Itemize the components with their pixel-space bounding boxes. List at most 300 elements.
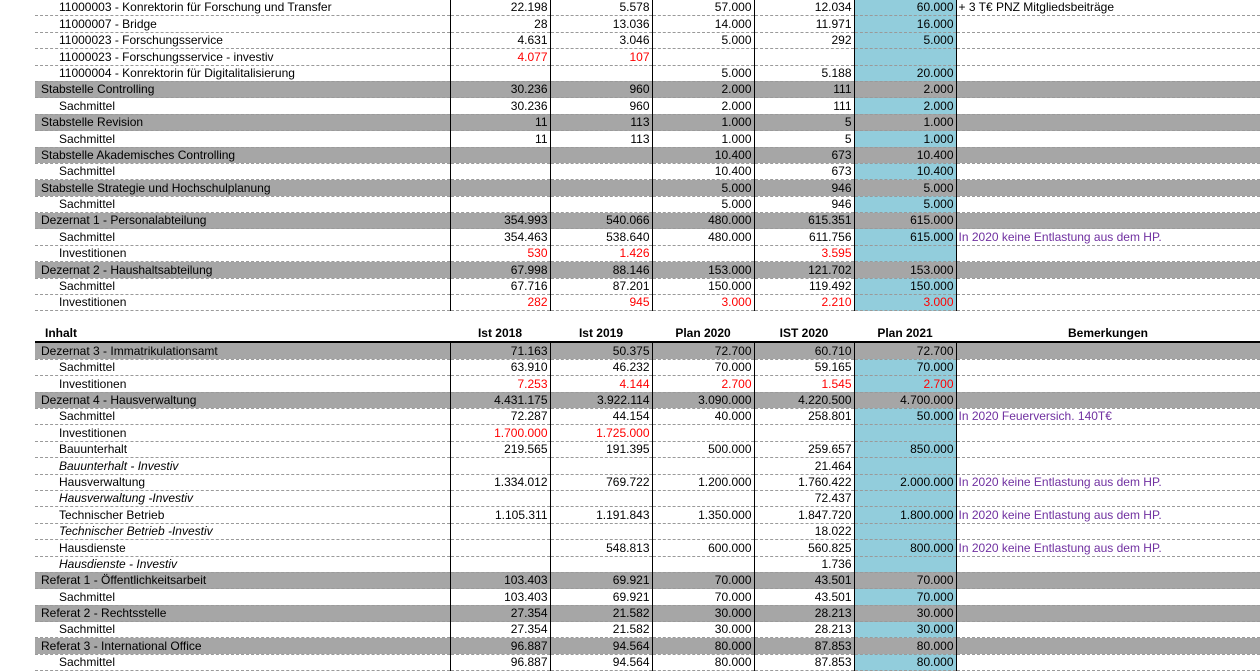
cell-plan-2021: 50.000 [854,408,956,424]
row-label: Technischer Betrieb [35,507,450,523]
cell-ist-2018: 282 [450,295,550,311]
row-label: 11000003 - Konrektorin für Forschung und Transfer [35,0,450,16]
group-row [35,147,1260,163]
header-ist-2019: Ist 2019 [550,311,652,343]
cell-bemerkungen: In 2020 keine Entlastung aus dem HP. [956,229,1260,245]
table-row [35,556,1260,572]
cell-ist-2019: 191.395 [550,441,652,457]
cell-ist-2019: 113 [550,114,652,130]
header-row [35,311,1260,343]
cell-plan-2021: 30.000 [854,622,956,638]
cell-plan-2021: 5.000 [854,180,956,196]
group-row [35,262,1260,278]
group-row [35,392,1260,408]
cell-plan-2021: 150.000 [854,278,956,294]
table-row [35,295,1260,311]
cell-bemerkungen [956,131,1260,147]
cell-plan-2021: 10.400 [854,163,956,179]
cell-plan-2020: 70.000 [652,572,754,588]
cell-bemerkungen [956,245,1260,261]
cell-ist-2018: 30.236 [450,81,550,97]
cell-ist-2020: 11.971 [754,16,854,32]
cell-plan-2021: 5.000 [854,196,956,212]
cell-plan-2021: 850.000 [854,441,956,457]
cell-plan-2021: 1.800.000 [854,507,956,523]
cell-bemerkungen [956,359,1260,375]
table-row [35,654,1260,670]
cell-bemerkungen [956,180,1260,196]
cell-ist-2020: 59.165 [754,359,854,375]
table-row [35,408,1260,424]
cell-ist-2019: 3.922.114 [550,392,652,408]
cell-plan-2020: 57.000 [652,0,754,16]
cell-plan-2020: 1.000 [652,114,754,130]
cell-ist-2018: 11 [450,131,550,147]
cell-plan-2020: 500.000 [652,441,754,457]
cell-ist-2020: 87.853 [754,654,854,670]
group-row [35,638,1260,654]
row-label: 11000023 - Forschungsservice [35,32,450,48]
cell-plan-2020: 150.000 [652,278,754,294]
cell-ist-2019 [550,196,652,212]
cell-ist-2018: 1.105.311 [450,507,550,523]
table-body-bottom [35,342,1260,670]
cell-plan-2021: 5.000 [854,32,956,48]
cell-ist-2018 [450,458,550,474]
cell-ist-2018: 72.287 [450,408,550,424]
cell-ist-2020: 121.702 [754,262,854,278]
cell-ist-2020: 28.213 [754,605,854,621]
cell-ist-2018: 4.631 [450,32,550,48]
cell-ist-2019: 945 [550,295,652,311]
header-ist-2018: Ist 2018 [450,311,550,343]
table-row [35,32,1260,48]
cell-ist-2020: 4.220.500 [754,392,854,408]
cell-ist-2019 [550,163,652,179]
row-label: Referat 1 - Öffentlichkeitsarbeit [35,572,450,588]
cell-bemerkungen [956,32,1260,48]
cell-plan-2020 [652,556,754,572]
table-row [35,490,1260,506]
cell-ist-2018: 4.431.175 [450,392,550,408]
cell-ist-2019: 88.146 [550,262,652,278]
cell-plan-2021: 80.000 [854,638,956,654]
cell-bemerkungen [956,98,1260,114]
cell-ist-2018: 354.993 [450,213,550,229]
table-header [35,311,1260,343]
cell-ist-2019: 538.640 [550,229,652,245]
cell-plan-2020 [652,245,754,261]
row-label: Stabstelle Revision [35,114,450,130]
cell-bemerkungen [956,81,1260,97]
cell-ist-2020: 21.464 [754,458,854,474]
cell-bemerkungen [956,523,1260,539]
cell-plan-2021: 2.000.000 [854,474,956,490]
cell-ist-2018: 1.334.012 [450,474,550,490]
cell-plan-2020: 5.000 [652,180,754,196]
header-plan-2020: Plan 2020 [652,311,754,343]
cell-plan-2021: 2.000 [854,98,956,114]
cell-ist-2019: 769.722 [550,474,652,490]
cell-plan-2021: 1.000 [854,114,956,130]
cell-bemerkungen: + 3 T€ PNZ Mitgliedsbeiträge [956,0,1260,16]
cell-ist-2020: 111 [754,81,854,97]
cell-ist-2020: 1.760.422 [754,474,854,490]
cell-ist-2020: 12.034 [754,0,854,16]
row-label: Hausdienste - Investiv [35,556,450,572]
cell-ist-2018: 63.910 [450,359,550,375]
table-row [35,16,1260,32]
cell-ist-2019: 107 [550,49,652,65]
cell-ist-2019: 1.191.843 [550,507,652,523]
cell-ist-2020: 60.710 [754,342,854,359]
group-row [35,605,1260,621]
cell-ist-2019: 1.426 [550,245,652,261]
cell-ist-2018: 103.403 [450,572,550,588]
cell-plan-2021: 153.000 [854,262,956,278]
cell-ist-2020: 43.501 [754,572,854,588]
cell-ist-2018 [450,540,550,556]
cell-plan-2020 [652,458,754,474]
cell-ist-2019: 960 [550,98,652,114]
cell-plan-2021: 615.000 [854,213,956,229]
cell-plan-2020: 72.700 [652,342,754,359]
table-row [35,441,1260,457]
cell-ist-2020: 946 [754,180,854,196]
cell-plan-2021: 70.000 [854,589,956,605]
cell-ist-2019: 1.725.000 [550,425,652,441]
row-label: Stabstelle Strategie und Hochschulplanung [35,180,450,196]
cell-ist-2019 [550,458,652,474]
cell-ist-2018: 219.565 [450,441,550,457]
table-row [35,540,1260,556]
row-label: Stabstelle Akademisches Controlling [35,147,450,163]
cell-ist-2020: 5 [754,131,854,147]
cell-plan-2020: 3.090.000 [652,392,754,408]
cell-plan-2020: 30.000 [652,622,754,638]
cell-ist-2018: 1.700.000 [450,425,550,441]
cell-bemerkungen [956,49,1260,65]
cell-ist-2019: 44.154 [550,408,652,424]
table-row [35,458,1260,474]
row-label: Sachmittel [35,589,450,605]
cell-plan-2020: 480.000 [652,213,754,229]
cell-bemerkungen: In 2020 keine Entlastung aus dem HP. [956,507,1260,523]
cell-ist-2019: 13.036 [550,16,652,32]
table-row [35,474,1260,490]
cell-ist-2019: 21.582 [550,605,652,621]
cell-ist-2020 [754,425,854,441]
table-row [35,359,1260,375]
cell-ist-2018: 67.998 [450,262,550,278]
cell-ist-2019: 94.564 [550,654,652,670]
cell-plan-2020: 14.000 [652,16,754,32]
cell-ist-2019: 5.578 [550,0,652,16]
table-row [35,507,1260,523]
table-row [35,278,1260,294]
cell-ist-2018: 354.463 [450,229,550,245]
cell-plan-2020 [652,425,754,441]
cell-plan-2021 [854,490,956,506]
cell-plan-2020: 1.000 [652,131,754,147]
row-label: Bauunterhalt [35,441,450,457]
cell-bemerkungen [956,589,1260,605]
cell-ist-2019: 960 [550,81,652,97]
cell-bemerkungen [956,654,1260,670]
cell-plan-2020: 1.350.000 [652,507,754,523]
cell-bemerkungen [956,278,1260,294]
cell-ist-2020: 5 [754,114,854,130]
cell-plan-2020: 80.000 [652,654,754,670]
cell-bemerkungen [956,425,1260,441]
cell-bemerkungen [956,392,1260,408]
cell-bemerkungen [956,458,1260,474]
cell-plan-2020: 2.000 [652,81,754,97]
table-row [35,0,1260,16]
row-label: Dezernat 4 - Hausverwaltung [35,392,450,408]
row-label: Hausverwaltung [35,474,450,490]
row-label: Investitionen [35,245,450,261]
cell-ist-2018: 71.163 [450,342,550,359]
row-label: Sachmittel [35,622,450,638]
row-label: Sachmittel [35,163,450,179]
table-row [35,376,1260,392]
cell-ist-2019: 87.201 [550,278,652,294]
row-label: Technischer Betrieb -Investiv [35,523,450,539]
header-ist-2020: IST 2020 [754,311,854,343]
table-body-top [35,0,1260,311]
cell-bemerkungen [956,16,1260,32]
row-label: Bauunterhalt - Investiv [35,458,450,474]
cell-ist-2020: 615.351 [754,213,854,229]
cell-ist-2020: 259.657 [754,441,854,457]
cell-ist-2018 [450,490,550,506]
cell-ist-2018: 96.887 [450,638,550,654]
budget-table [35,0,1260,671]
cell-ist-2019: 69.921 [550,572,652,588]
row-label: Sachmittel [35,98,450,114]
cell-ist-2019: 50.375 [550,342,652,359]
cell-ist-2018 [450,523,550,539]
group-row [35,114,1260,130]
cell-plan-2021: 800.000 [854,540,956,556]
row-label: Referat 3 - International Office [35,638,450,654]
cell-ist-2019 [550,180,652,196]
cell-plan-2020: 30.000 [652,605,754,621]
row-label: Dezernat 2 - Haushaltsabteilung [35,262,450,278]
cell-bemerkungen [956,114,1260,130]
cell-bemerkungen [956,622,1260,638]
cell-ist-2020: 611.756 [754,229,854,245]
cell-plan-2020: 480.000 [652,229,754,245]
cell-ist-2020: 560.825 [754,540,854,556]
cell-ist-2019: 540.066 [550,213,652,229]
row-label: Hausverwaltung -Investiv [35,490,450,506]
cell-ist-2018 [450,556,550,572]
cell-plan-2021: 1.000 [854,131,956,147]
cell-bemerkungen [956,196,1260,212]
cell-ist-2020: 1.545 [754,376,854,392]
cell-plan-2020: 153.000 [652,262,754,278]
cell-bemerkungen [956,638,1260,654]
cell-ist-2020: 119.492 [754,278,854,294]
row-label: Referat 2 - Rechtsstelle [35,605,450,621]
cell-plan-2020: 600.000 [652,540,754,556]
cell-ist-2020: 1.736 [754,556,854,572]
cell-bemerkungen [956,490,1260,506]
cell-plan-2020: 3.000 [652,295,754,311]
cell-plan-2021: 80.000 [854,654,956,670]
cell-ist-2018 [450,196,550,212]
table-row [35,131,1260,147]
cell-ist-2020: 2.210 [754,295,854,311]
group-row [35,342,1260,359]
table-row [35,229,1260,245]
table-row [35,245,1260,261]
cell-plan-2020: 10.400 [652,163,754,179]
cell-bemerkungen [956,342,1260,359]
cell-bemerkungen [956,213,1260,229]
cell-ist-2018 [450,163,550,179]
cell-bemerkungen [956,376,1260,392]
cell-plan-2020: 80.000 [652,638,754,654]
cell-plan-2020 [652,490,754,506]
cell-ist-2019: 548.813 [550,540,652,556]
cell-plan-2021: 4.700.000 [854,392,956,408]
cell-ist-2020 [754,49,854,65]
row-label: Dezernat 1 - Personalabteilung [35,213,450,229]
cell-ist-2019: 4.144 [550,376,652,392]
cell-ist-2018: 22.198 [450,0,550,16]
cell-plan-2020: 2.700 [652,376,754,392]
row-label: Sachmittel [35,654,450,670]
row-label: Sachmittel [35,229,450,245]
cell-ist-2019 [550,65,652,81]
group-row [35,81,1260,97]
cell-plan-2021: 615.000 [854,229,956,245]
cell-plan-2021 [854,245,956,261]
cell-plan-2021: 70.000 [854,572,956,588]
cell-bemerkungen [956,441,1260,457]
cell-ist-2020: 72.437 [754,490,854,506]
row-label: Investitionen [35,376,450,392]
row-label: 11000007 - Bridge [35,16,450,32]
cell-bemerkungen: In 2020 keine Entlastung aus dem HP. [956,474,1260,490]
cell-ist-2019: 21.582 [550,622,652,638]
table-row [35,589,1260,605]
row-label: 11000004 - Konrektorin für Digitalitalisierung [35,65,450,81]
cell-plan-2020 [652,49,754,65]
table-row [35,163,1260,179]
cell-ist-2020: 1.847.720 [754,507,854,523]
group-row [35,572,1260,588]
cell-ist-2019: 94.564 [550,638,652,654]
table-row [35,196,1260,212]
cell-plan-2021 [854,49,956,65]
cell-ist-2018: 103.403 [450,589,550,605]
cell-plan-2020: 5.000 [652,65,754,81]
cell-bemerkungen [956,262,1260,278]
cell-plan-2021: 70.000 [854,359,956,375]
table-row [35,425,1260,441]
row-label: Sachmittel [35,408,450,424]
cell-ist-2018: 27.354 [450,622,550,638]
cell-ist-2019 [550,556,652,572]
cell-plan-2020: 40.000 [652,408,754,424]
cell-plan-2020: 5.000 [652,196,754,212]
row-label: Investitionen [35,425,450,441]
cell-ist-2019 [550,490,652,506]
row-label: Sachmittel [35,196,450,212]
cell-bemerkungen [956,605,1260,621]
cell-ist-2019: 69.921 [550,589,652,605]
cell-plan-2021: 16.000 [854,16,956,32]
cell-plan-2021: 30.000 [854,605,956,621]
cell-plan-2021 [854,523,956,539]
cell-ist-2018: 11 [450,114,550,130]
cell-plan-2020: 2.000 [652,98,754,114]
cell-bemerkungen [956,295,1260,311]
cell-ist-2018: 67.716 [450,278,550,294]
row-label: Hausdienste [35,540,450,556]
cell-plan-2020: 1.200.000 [652,474,754,490]
header-bemerkungen: Bemerkungen [956,311,1260,343]
header-inhalt: Inhalt [35,311,450,343]
table-row [35,98,1260,114]
cell-plan-2021: 72.700 [854,342,956,359]
cell-ist-2018: 4.077 [450,49,550,65]
cell-ist-2020: 87.853 [754,638,854,654]
cell-ist-2020: 3.595 [754,245,854,261]
cell-plan-2021: 2.700 [854,376,956,392]
cell-plan-2020: 10.400 [652,147,754,163]
cell-plan-2021 [854,556,956,572]
cell-ist-2020: 28.213 [754,622,854,638]
row-label: Stabstelle Controlling [35,81,450,97]
cell-ist-2018 [450,65,550,81]
cell-ist-2019 [550,147,652,163]
table-row [35,65,1260,81]
cell-bemerkungen: In 2020 Feuerversich. 140T€ [956,408,1260,424]
row-label: Sachmittel [35,131,450,147]
cell-ist-2019: 46.232 [550,359,652,375]
table-row [35,523,1260,539]
cell-ist-2019 [550,523,652,539]
cell-ist-2020: 673 [754,147,854,163]
row-label: Dezernat 3 - Immatrikulationsamt [35,342,450,359]
cell-ist-2018: 28 [450,16,550,32]
cell-ist-2020: 673 [754,163,854,179]
cell-ist-2020: 946 [754,196,854,212]
table-row [35,622,1260,638]
cell-ist-2018 [450,147,550,163]
cell-ist-2019: 3.046 [550,32,652,48]
cell-plan-2020: 70.000 [652,589,754,605]
cell-ist-2020: 258.801 [754,408,854,424]
cell-plan-2021: 20.000 [854,65,956,81]
cell-plan-2020: 70.000 [652,359,754,375]
cell-ist-2020: 111 [754,98,854,114]
group-row [35,213,1260,229]
cell-ist-2018 [450,180,550,196]
header-plan-2021: Plan 2021 [854,311,956,343]
cell-plan-2020: 5.000 [652,32,754,48]
cell-ist-2020: 18.022 [754,523,854,539]
cell-bemerkungen [956,572,1260,588]
cell-bemerkungen [956,556,1260,572]
group-row [35,180,1260,196]
cell-ist-2018: 27.354 [450,605,550,621]
